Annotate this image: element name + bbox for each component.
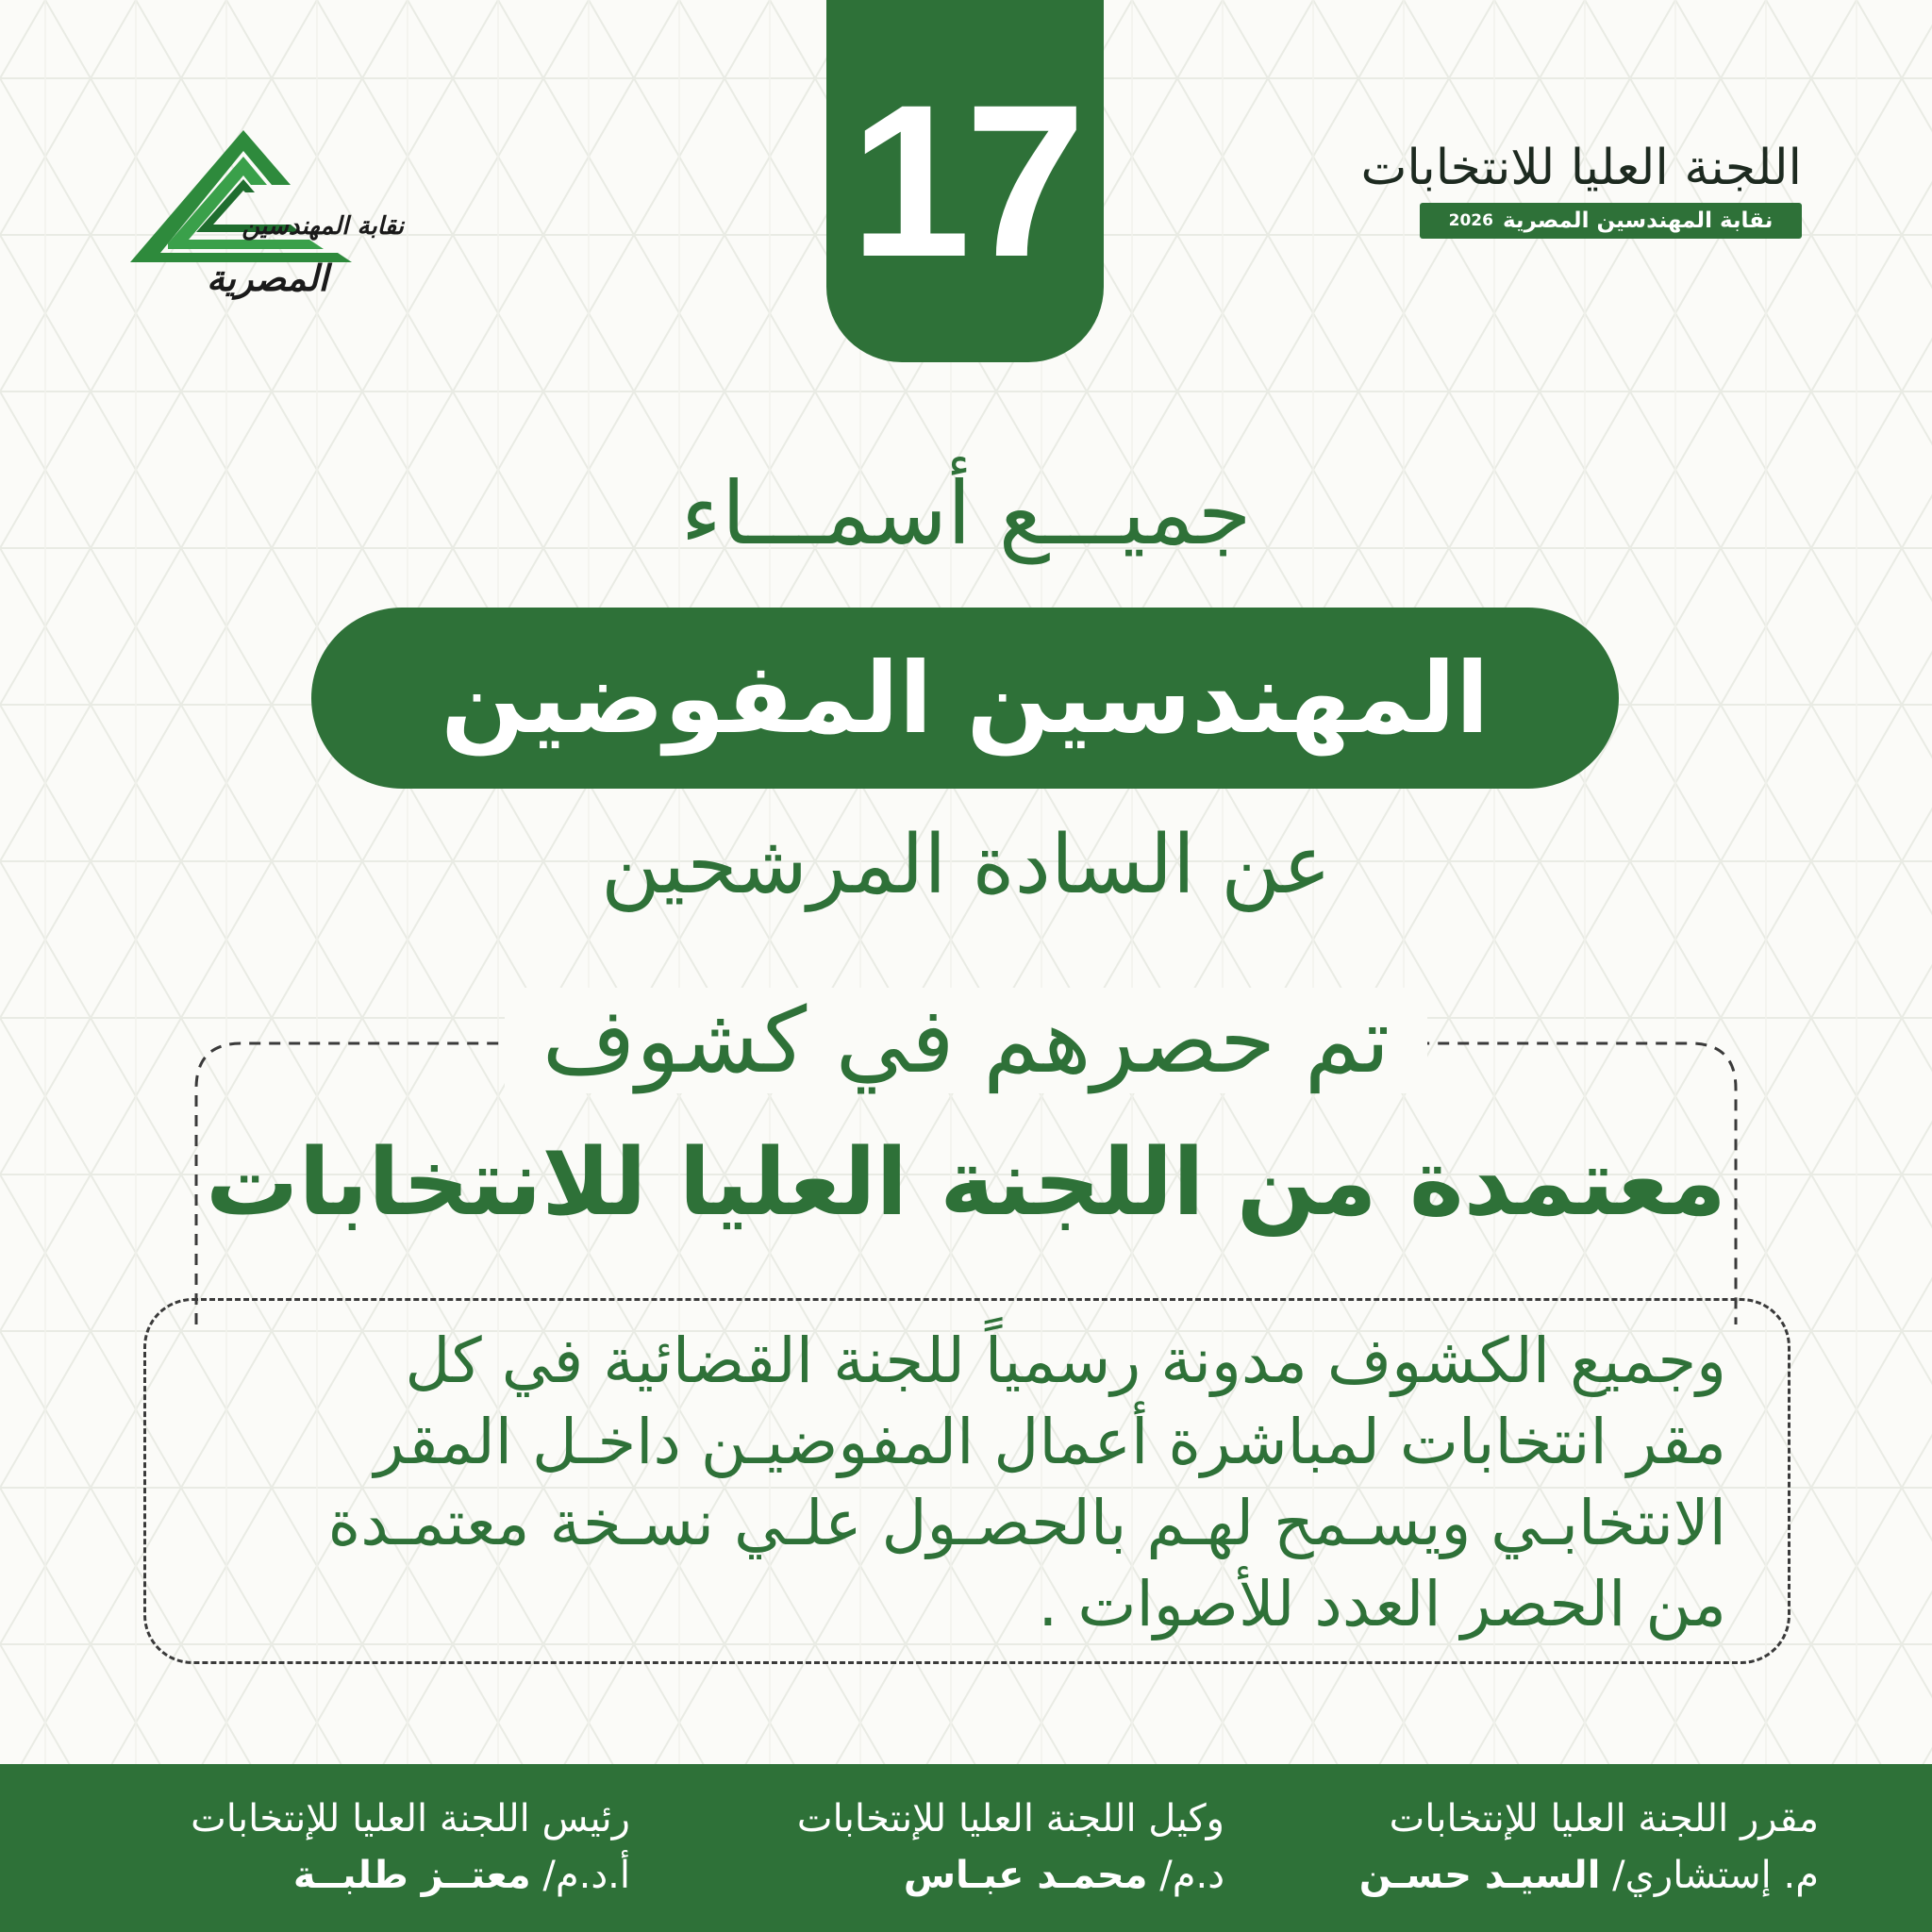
signature-rapporteur [1359,1792,1819,1906]
committee-logo [1360,140,1802,283]
signature-deputy [797,1792,1224,1906]
signature-name-line [191,1845,630,1906]
syndicate-logo-line1: نقابة المهندسين [242,212,404,241]
signature-name: معتــز طلبــة [292,1854,531,1897]
number-tab [826,0,1104,362]
committee-logo-year: 2026 [1448,210,1493,230]
paragraph-line: من الحصر العدد للأصوات . [1038,1568,1726,1641]
committee-logo-title: اللجنة العليا للانتخابات [1360,140,1802,196]
committee-logo-subtitle: نقابة المهندسين المصرية [1502,208,1774,234]
signature-name-line [1359,1845,1819,1906]
syndicate-logo-line2: المصرية [207,258,328,299]
headline-pill [311,608,1619,789]
syndicate-logo-mark [130,130,413,309]
signature-name-line [797,1845,1224,1906]
headline-pill-text: المهندسين المفوضين [441,641,1490,756]
syndicate-logo [130,130,413,309]
headline-line4: معتمدة من اللجنة العليا للانتخابات [206,1129,1726,1237]
signature-role: مقرر اللجنة العليا للإنتخابات [1389,1797,1819,1840]
signature-prefix: م. إستشاري/ [1600,1854,1819,1897]
headline-line3-text: تم حصرهم في كشوف [505,988,1428,1093]
signature-name: السيـد حسـن [1358,1854,1601,1897]
number-tab-value: 17 [850,59,1080,302]
paragraph-line: وجميع الكشوف مدونة رسمياً للجنة القضائية في كل [405,1324,1726,1397]
headline-line2: عن السادة المرشحين [600,818,1332,912]
paragraph [198,1321,1726,1645]
signature-name: محمـد عبـاس [903,1854,1148,1897]
headline-line3 [0,987,1932,1095]
paragraph-line: مقر انتخابات لمباشرة أعمال المفوضيـن داخـل المقر [374,1406,1726,1478]
signature-role: رئيس اللجنة العليا للإنتخابات [191,1797,630,1840]
signature-prefix: د.م/ [1147,1854,1224,1897]
signature-role: وكيل اللجنة العليا للإنتخابات [796,1797,1224,1840]
headline-line1: جميـــع أسمـــاء [680,463,1252,564]
paragraph-line: الانتخابـي ويسـمح لهـم بالحصـول علـي نسـخة معتمـدة [327,1487,1726,1559]
committee-logo-strip [1420,203,1802,239]
signature-prefix: أ.د.م/ [530,1854,630,1897]
signature-president [191,1792,630,1906]
footer [0,1764,1932,1932]
